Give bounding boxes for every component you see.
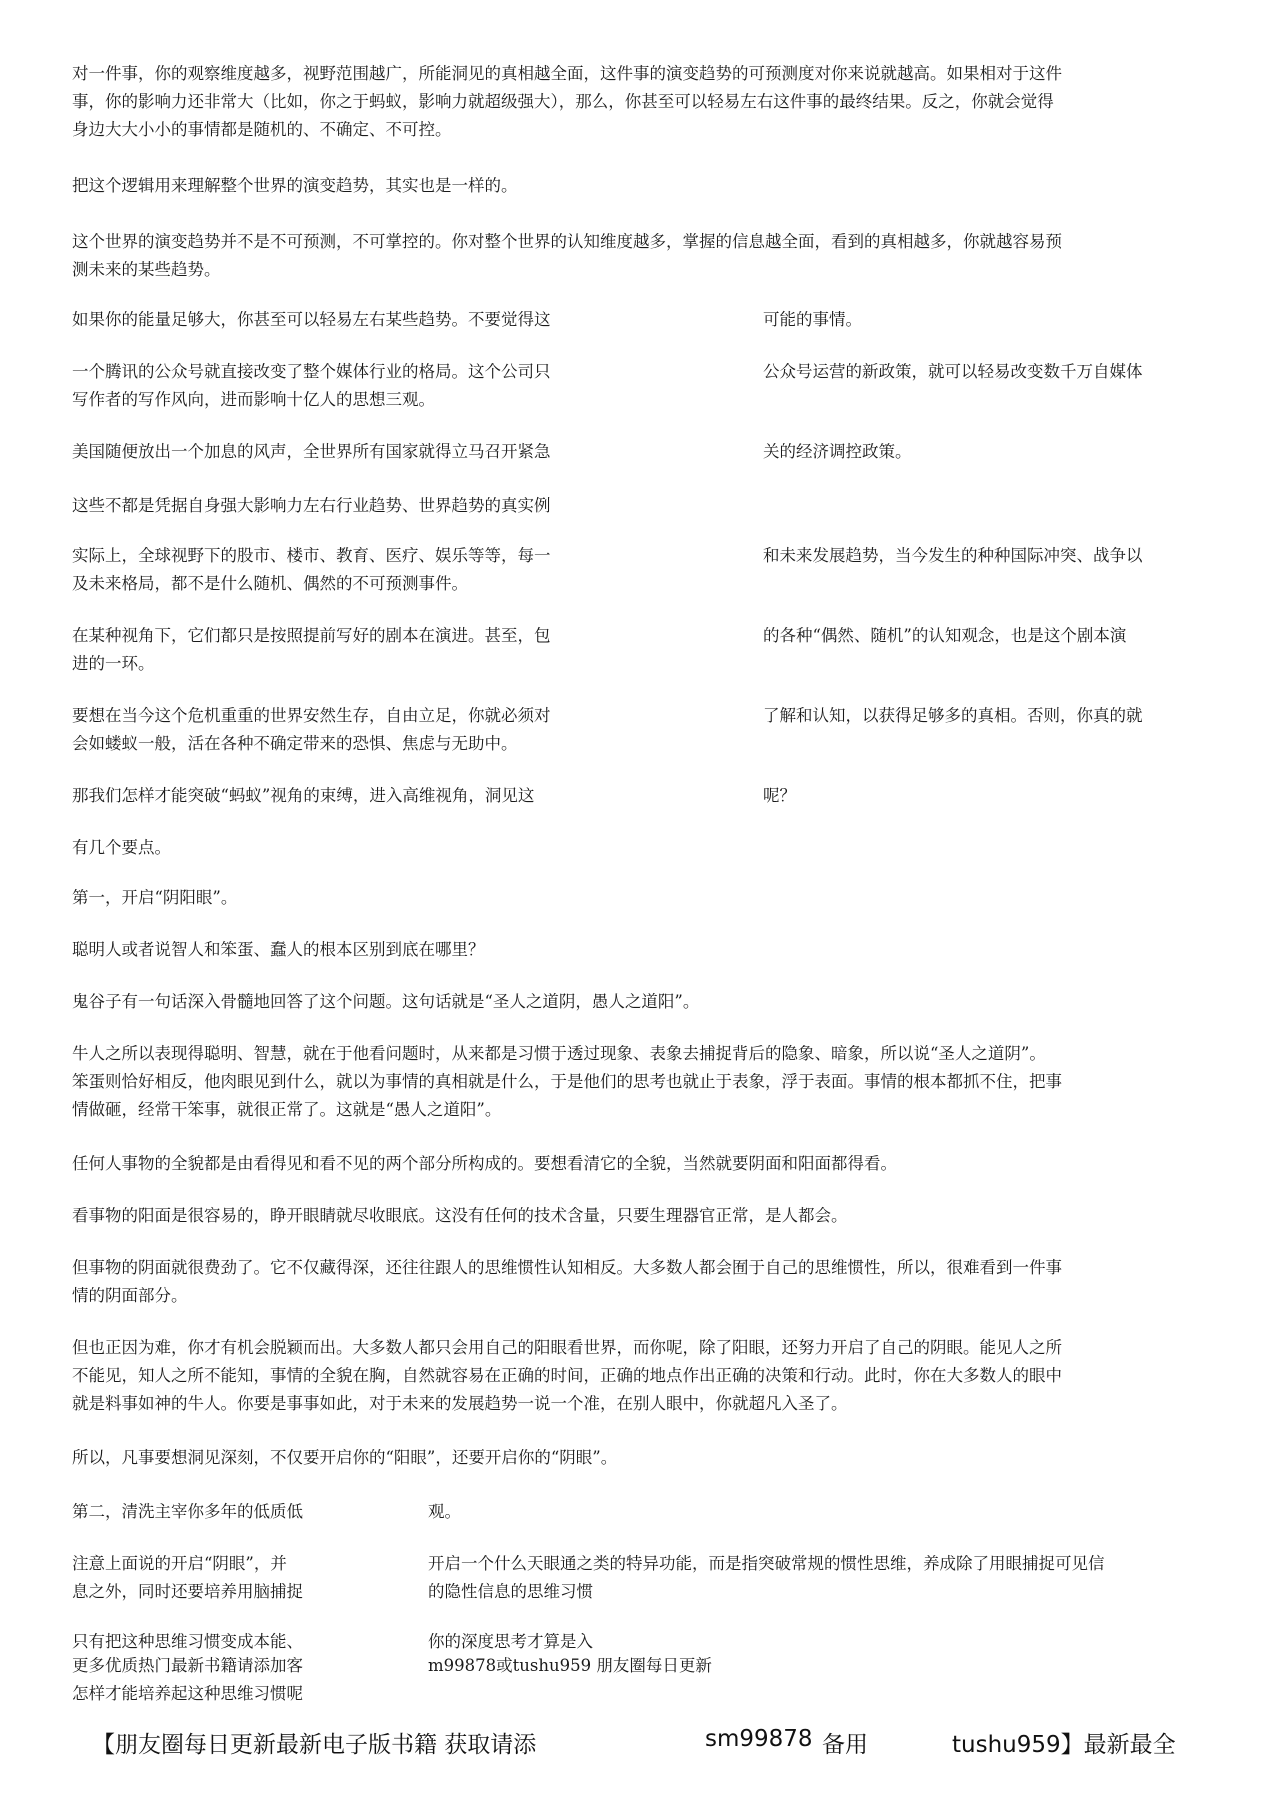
text-line: 所以，凡事要想洞见深刻，不仅要开启你的“阳眼”，还要开启你的“阴眼”。 — [72, 1448, 618, 1467]
text-line: 怎样才能培养起这种思维习惯呢 — [72, 1684, 303, 1703]
text-line: 笨蛋则恰好相反，他肉眼见到什么，就以为事情的真相就是什么，于是他们的思考也就止于表象，浮于表面。事情的根本都抓不住，把事 — [72, 1072, 1062, 1091]
column-left-row-6 — [72, 622, 551, 678]
text-line: 第二，清洗主宰你多年的低质低 — [72, 1502, 303, 1521]
paragraph-10 — [72, 1202, 1200, 1230]
text-line: 注意上面说的开启“阴眼”，并 — [72, 1554, 287, 1573]
footer-text-4: tushu959】最新最全 — [952, 1732, 1176, 1758]
paragraph-1 — [72, 60, 1200, 144]
column-left-row-5 — [72, 542, 551, 598]
column-left-row-2 — [72, 358, 551, 414]
text-line: 美国随便放出一个加息的风声，全世界所有国家就得立马召开紧急 — [72, 442, 551, 461]
text-line: 聪明人或者说智人和笨蛋、蠢人的根本区别到底在哪里？ — [72, 940, 485, 959]
column-right-row-8 — [763, 782, 796, 810]
text-line: 任何人事物的全貌都是由看得见和看不见的两个部分所构成的。要想看清它的全貌，当然就要阴面和阳面都得看。 — [72, 1154, 897, 1173]
column-left-row-3 — [72, 438, 551, 466]
paragraph-9 — [72, 1150, 1200, 1178]
text-line: 息之外，同时还要培养用脑捕捉 — [72, 1582, 303, 1601]
text-line: 这些不都是凭据自身强大影响力左右行业趋势、世界趋势的真实例 — [72, 496, 551, 515]
text-line: 把这个逻辑用来理解整个世界的演变趋势，其实也是一样的。 — [72, 176, 518, 195]
column-left-row-10 — [72, 1550, 303, 1606]
text-line: 的隐性信息的思维习惯 — [428, 1582, 593, 1601]
column-right-row-5 — [763, 542, 1143, 570]
footer-text-1: 【朋友圈每日更新最新电子版书籍 获取请添 — [92, 1732, 537, 1758]
text-line: m99878或tushu959 朋友圈每日更新 — [428, 1656, 712, 1675]
text-line: 实际上，全球视野下的股市、楼市、教育、医疗、娱乐等等，每一 — [72, 546, 551, 565]
text-line: 要想在当今这个危机重重的世界安然生存，自由立足，你就必须对 — [72, 706, 551, 725]
text-line: 情做砸，经常干笨事，就很正常了。这就是“愚人之道阳”。 — [72, 1100, 502, 1119]
column-left-row-7 — [72, 702, 551, 758]
column-left-row-11 — [72, 1628, 303, 1708]
text-line: 有几个要点。 — [72, 838, 171, 857]
paragraph-11 — [72, 1254, 1200, 1310]
text-line: 但事物的阴面就很费劲了。它不仅藏得深，还往往跟人的思维惯性认知相反。大多数人都会囿于自己的思维惯性，所以，很难看到一件事 — [72, 1258, 1062, 1277]
text-line: 和未来发展趋势，当今发生的种种国际冲突、战争以 — [763, 546, 1143, 565]
text-line: 可能的事情。 — [763, 310, 862, 329]
text-line: 开启一个什么天眼通之类的特异功能，而是指突破常规的惯性思维，养成除了用眼捕捉可见信 — [428, 1554, 1105, 1573]
text-line: 对一件事，你的观察维度越多，视野范围越广，所能洞见的真相越全面，这件事的演变趋势的可预测度对你来说就越高。如果相对于这件 — [72, 64, 1062, 83]
paragraph-2 — [72, 172, 1200, 200]
text-line: 事，你的影响力还非常大（比如，你之于蚂蚁，影响力就超级强大），那么，你甚至可以轻易左右这件事的最终结果。反之，你就会觉得 — [72, 92, 1054, 111]
text-line: 会如蝼蚁一般，活在各种不确定带来的恐惧、焦虑与无助中。 — [72, 734, 518, 753]
column-right-row-1 — [763, 306, 862, 334]
text-line: 这个世界的演变趋势并不是不可预测，不可掌控的。你对整个世界的认知维度越多，掌握的信息越全面，看到的真相越多，你就越容易预 — [72, 232, 1062, 251]
text-line: 更多优质热门最新书籍请添加客 — [72, 1656, 303, 1675]
text-line: 呢？ — [763, 786, 796, 805]
footer-text-3: 备用 — [822, 1732, 868, 1758]
text-line: 观。 — [428, 1502, 461, 1521]
text-line: 就是料事如神的牛人。你要是事事如此，对于未来的发展趋势一说一个准，在别人眼中，你就超凡入圣了。 — [72, 1394, 848, 1413]
text-line: 那我们怎样才能突破“蚂蚁”视角的束缚，进入高维视角，洞见这 — [72, 786, 535, 805]
column-left-row-9 — [72, 1498, 303, 1526]
text-line: 在某种视角下，它们都只是按照提前写好的剧本在演进。甚至，包 — [72, 626, 551, 645]
paragraph-4 — [72, 834, 1200, 862]
paragraph-12 — [72, 1334, 1200, 1418]
column-right-row-11 — [428, 1628, 712, 1680]
footer-text-2: sm99878 — [705, 1726, 813, 1752]
paragraph-6 — [72, 936, 1200, 964]
column-left-row-8 — [72, 782, 534, 810]
paragraph-7 — [72, 988, 1200, 1016]
text-line: 只有把这种思维习惯变成本能、 — [72, 1632, 303, 1651]
text-line: 一个腾讯的公众号就直接改变了整个媒体行业的格局。这个公司只 — [72, 362, 551, 381]
column-right-row-10 — [428, 1550, 1105, 1606]
paragraph-8 — [72, 1040, 1200, 1124]
text-line: 但也正因为难，你才有机会脱颖而出。大多数人都只会用自己的阳眼看世界，而你呢，除了阳眼，还努力开启了自己的阴眼。能见人之所 — [72, 1338, 1062, 1357]
text-line: 鬼谷子有一句话深入骨髓地回答了这个问题。这句话就是“圣人之道阴，愚人之道阳”。 — [72, 992, 700, 1011]
text-line: 你的深度思考才算是入 — [428, 1632, 593, 1651]
text-line: 如果你的能量足够大，你甚至可以轻易左右某些趋势。不要觉得这 — [72, 310, 551, 329]
text-line: 不能见，知人之所不能知，事情的全貌在胸，自然就容易在正确的时间，正确的地点作出正确的决策和行动。此时，你在大多数人的眼中 — [72, 1366, 1062, 1385]
column-right-row-2 — [763, 358, 1143, 386]
text-line: 情的阴面部分。 — [72, 1286, 188, 1305]
text-line: 的各种“偶然、随机”的认知观念，也是这个剧本演 — [763, 626, 1127, 645]
column-right-row-3 — [763, 438, 912, 466]
column-right-row-9 — [428, 1498, 461, 1526]
text-line: 第一，开启“阴阳眼”。 — [72, 888, 238, 907]
footer-banner — [0, 1718, 1273, 1758]
column-right-row-6 — [763, 622, 1126, 650]
paragraph-5 — [72, 884, 1200, 912]
column-left-row-1 — [72, 306, 551, 334]
text-line: 身边大大小小的事情都是随机的、不确定、不可控。 — [72, 120, 452, 139]
column-left-row-4 — [72, 492, 551, 520]
text-line: 测未来的某些趋势。 — [72, 260, 221, 279]
paragraph-13 — [72, 1444, 1200, 1472]
column-right-row-7 — [763, 702, 1143, 730]
text-line: 看事物的阳面是很容易的，睁开眼睛就尽收眼底。这没有任何的技术含量，只要生理器官正常，是人都会。 — [72, 1206, 848, 1225]
text-line: 公众号运营的新政策，就可以轻易改变数千万自媒体 — [763, 362, 1143, 381]
text-line: 牛人之所以表现得聪明、智慧，就在于他看问题时，从来都是习惯于透过现象、表象去捕捉背后的隐象、暗象，所以说“圣人之道阴”。 — [72, 1044, 1046, 1063]
text-line: 及未来格局，都不是什么随机、偶然的不可预测事件。 — [72, 574, 468, 593]
paragraph-3 — [72, 228, 1200, 284]
text-line: 了解和认知，以获得足够多的真相。否则，你真的就 — [763, 706, 1143, 725]
text-line: 进的一环。 — [72, 654, 155, 673]
text-line: 写作者的写作风向，进而影响十亿人的思想三观。 — [72, 390, 435, 409]
text-line: 关的经济调控政策。 — [763, 442, 912, 461]
